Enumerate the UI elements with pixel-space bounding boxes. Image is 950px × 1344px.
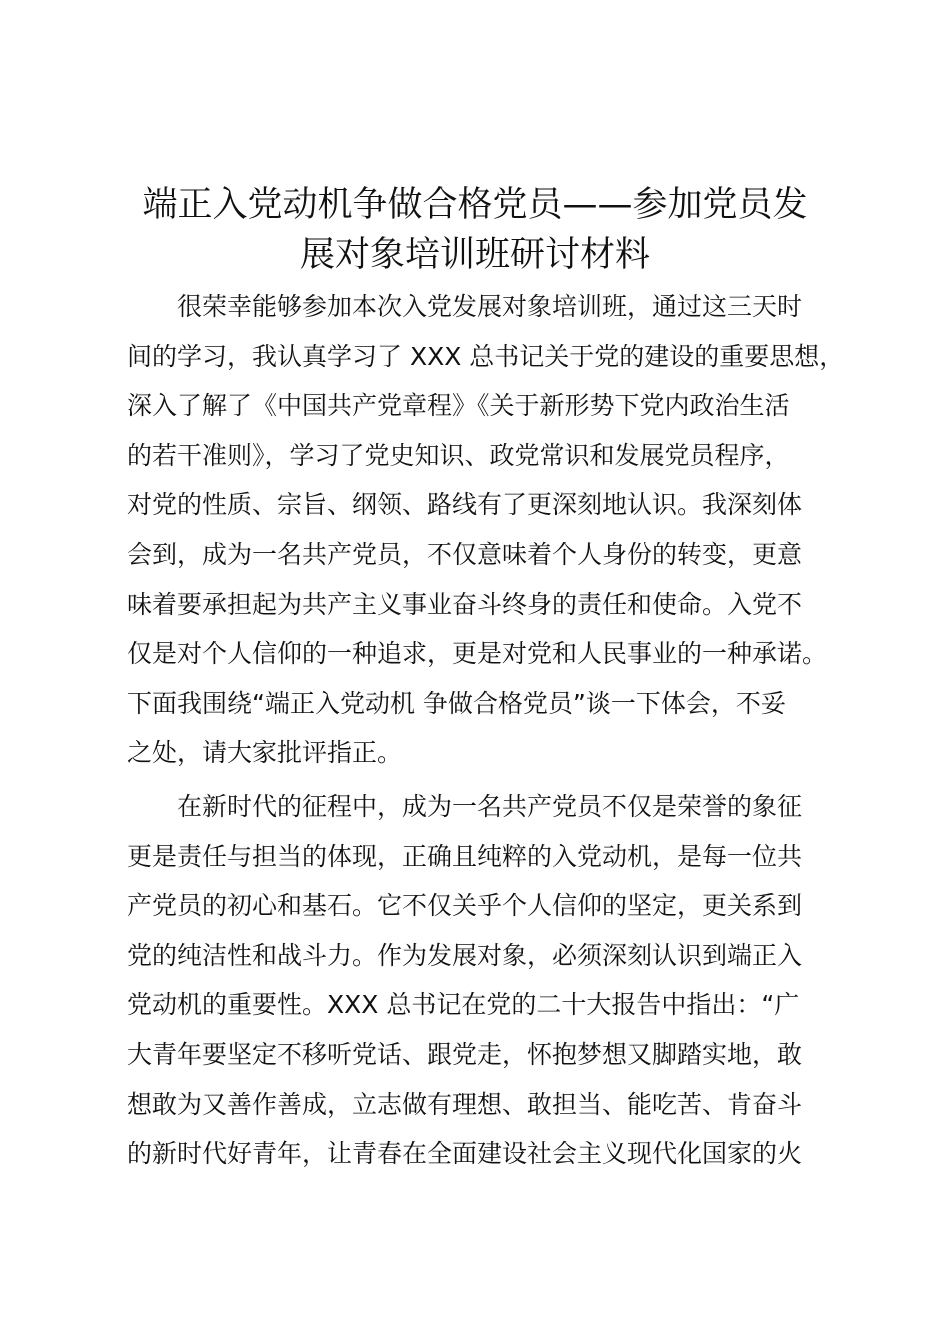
document-title xyxy=(100,180,850,280)
paragraph-line: 之处，请大家批评指正。 xyxy=(127,738,403,768)
paragraph-line: 的若干准则》，学习了党史知识、政党常识和发展党员程序， xyxy=(127,440,790,470)
paragraph-line: 想敢为又善作善成，立志做有理想、敢担当、能吃苦、肯奋斗 xyxy=(127,1089,803,1119)
paragraph-line: 对党的性质、宗旨、纲领、路线有了更深刻地认识。我深刻体 xyxy=(127,490,803,520)
paragraph-line: 会到，成为一名共产党员，不仅意味着个人身份的转变，更意 xyxy=(127,539,803,569)
paragraph-line: 党动机的重要性。XXX 总书记在党的二十大报告中指出：“广 xyxy=(127,990,800,1020)
paragraph-line: 下面我围绕“端正入党动机 争做合格党员”谈一下体会，不妥 xyxy=(127,688,786,718)
title-line-2: 展对象培训班研讨材料 xyxy=(299,235,650,275)
paragraph-line: 味着要承担起为共产主义事业奋斗终身的责任和使命。入党不 xyxy=(127,589,803,619)
paragraph-1 xyxy=(127,282,847,778)
paragraph-line: 产党员的初心和基石。它不仅关乎个人信仰的坚定，更关系到 xyxy=(127,891,803,921)
paragraph-line: 很荣幸能够参加本次入党发展对象培训班，通过这三天时 xyxy=(177,292,803,321)
paragraph-2 xyxy=(127,782,847,1179)
document-body xyxy=(127,282,847,1183)
paragraph-line: 更是责任与担当的体现，正确且纯粹的入党动机，是每一位共 xyxy=(127,841,803,871)
paragraph-line: 党的纯洁性和战斗力。作为发展对象，必须深刻认识到端正入 xyxy=(127,940,803,970)
paragraph-line: 的新时代好青年，让青春在全面建设社会主义现代化国家的火 xyxy=(127,1139,803,1169)
paragraph-line: 在新时代的征程中，成为一名共产党员不仅是荣誉的象征 xyxy=(177,791,803,821)
paragraph-line: 间的学习，我认真学习了 XXX 总书记关于党的建设的重要思想， xyxy=(127,341,845,371)
paragraph-line: 大青年要坚定不移听党话、跟党走，怀抱梦想又脚踏实地，敢 xyxy=(127,1039,803,1069)
title-line-1: 端正入党动机争做合格党员——参加党员发 xyxy=(142,185,808,225)
paragraph-line: 深入了解了《中国共产党章程》《关于新形势下党内政治生活 xyxy=(127,391,790,421)
paragraph-line: 仅是对个人信仰的一种追求，更是对党和人民事业的一种承诺。 xyxy=(127,639,828,669)
